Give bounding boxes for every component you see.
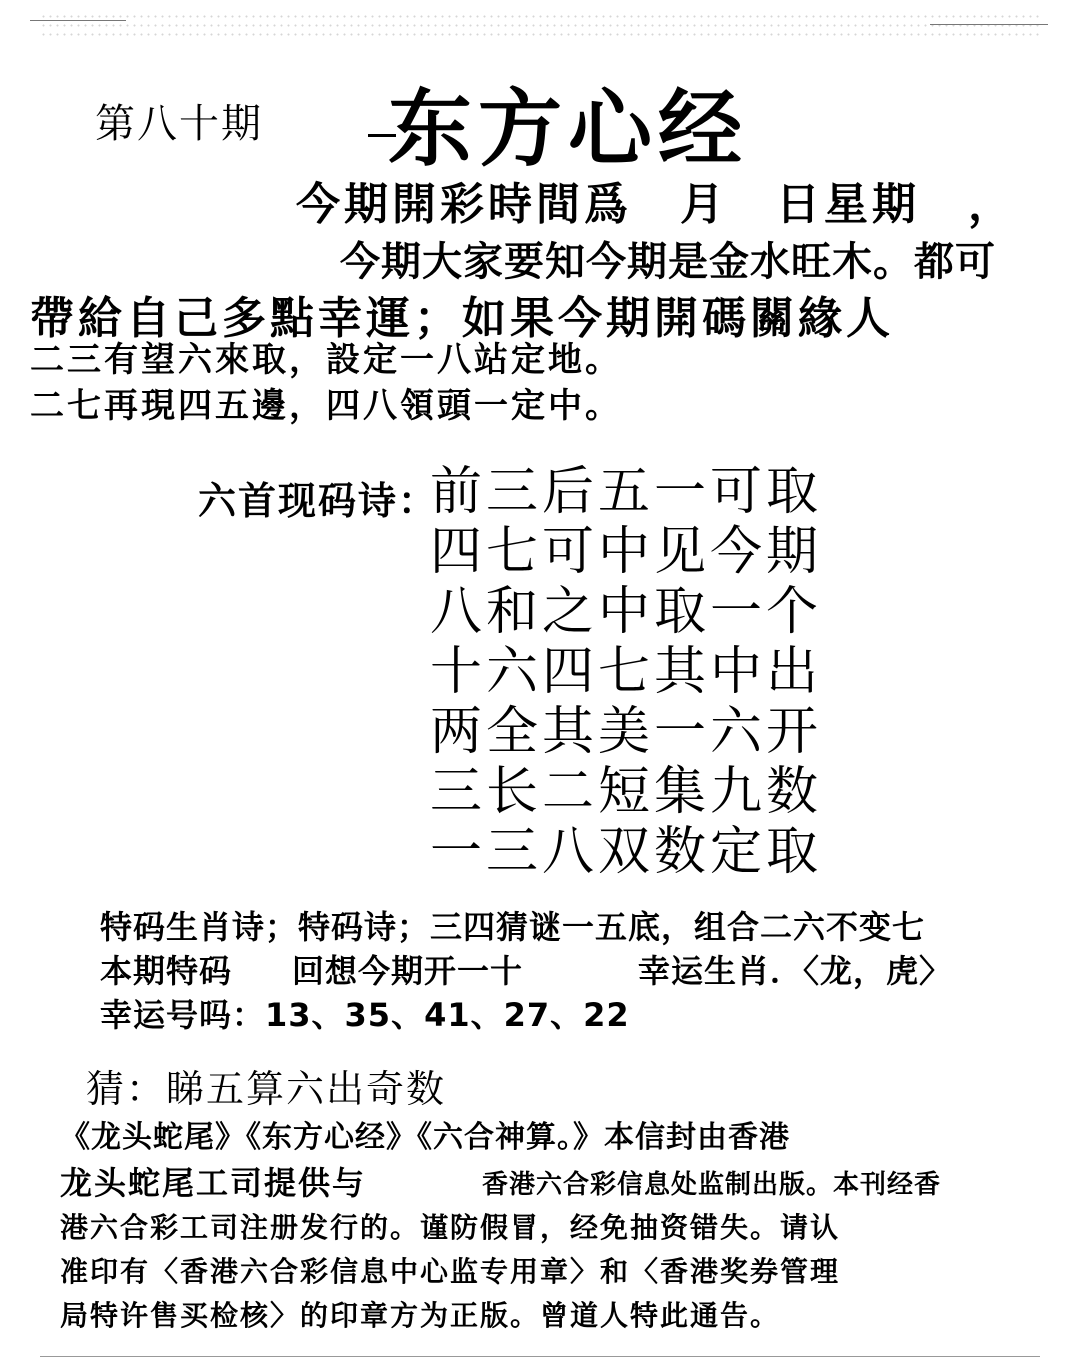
intro-line-4: 二三有望六來取，設定一八站定地。: [30, 340, 622, 380]
footer-line-2a: 龙头蛇尾工司提供与: [60, 1164, 367, 1202]
footer-line-3: 港六合彩工司注册发行的。谨防假冒，经免抽资错失。请认: [60, 1211, 841, 1244]
poem-label: 六首现码诗：: [198, 479, 439, 523]
footer-line-2b: 香港六合彩信息处监制出版。本刊经香: [482, 1170, 942, 1200]
poem-line: 八和之中取一个: [430, 582, 823, 642]
draw-time-line: 今期開彩時間爲 月 日星期 ，: [296, 179, 1016, 230]
scan-noise: [40, 12, 1040, 42]
intro-line-2: 今期大家要知今期是金水旺木。都可: [340, 239, 996, 285]
top-rule-left: [30, 20, 126, 21]
footer-line-4: 准印有〈香港六合彩信息中心监专用章〉和〈香港奖券管理: [60, 1255, 841, 1288]
intro-line-3: 帶給自己多點幸運；如果今期開碼關緣人: [30, 293, 894, 344]
poem-line: 十六四七其中出: [430, 642, 823, 702]
special-code-poem: 特码生肖诗；特码诗；三四猜谜一五底，组合二六不变七: [100, 908, 926, 946]
footer-line-1: 《龙头蛇尾》《东方心经》《六合神算。》本信封由香港: [60, 1120, 790, 1155]
lucky-numbers: 幸运号吗：13、35、41、27、22: [100, 996, 630, 1034]
top-rule-right: [930, 24, 1048, 25]
poem-line: 四七可中见今期: [430, 522, 823, 582]
bottom-rule: [40, 1356, 1040, 1357]
poem-line: 前三后五一可取: [430, 462, 823, 522]
poem-line: 一三八双数定取: [430, 822, 823, 882]
issue-number: 第八十期: [95, 101, 263, 147]
poem-line: 两全其美一六开: [430, 702, 823, 762]
lucky-zodiac: 幸运生肖．〈龙，虎〉: [638, 952, 953, 990]
page-title: 东方心经: [388, 80, 749, 178]
footer-line-5: 局特许售买检核〉的印章方为正版。曾道人特此通告。: [60, 1299, 781, 1332]
special-code-value: 回想今期开一十: [292, 952, 524, 990]
poem-line: 三长二短集九数: [430, 762, 823, 822]
poem-lines: [430, 462, 822, 882]
guess-line: 猜：睇五算六出奇数: [86, 1067, 447, 1111]
special-code-label: 本期特码: [100, 952, 233, 990]
intro-line-5: 二七再現四五邊，四八領頭一定中。: [30, 386, 622, 426]
